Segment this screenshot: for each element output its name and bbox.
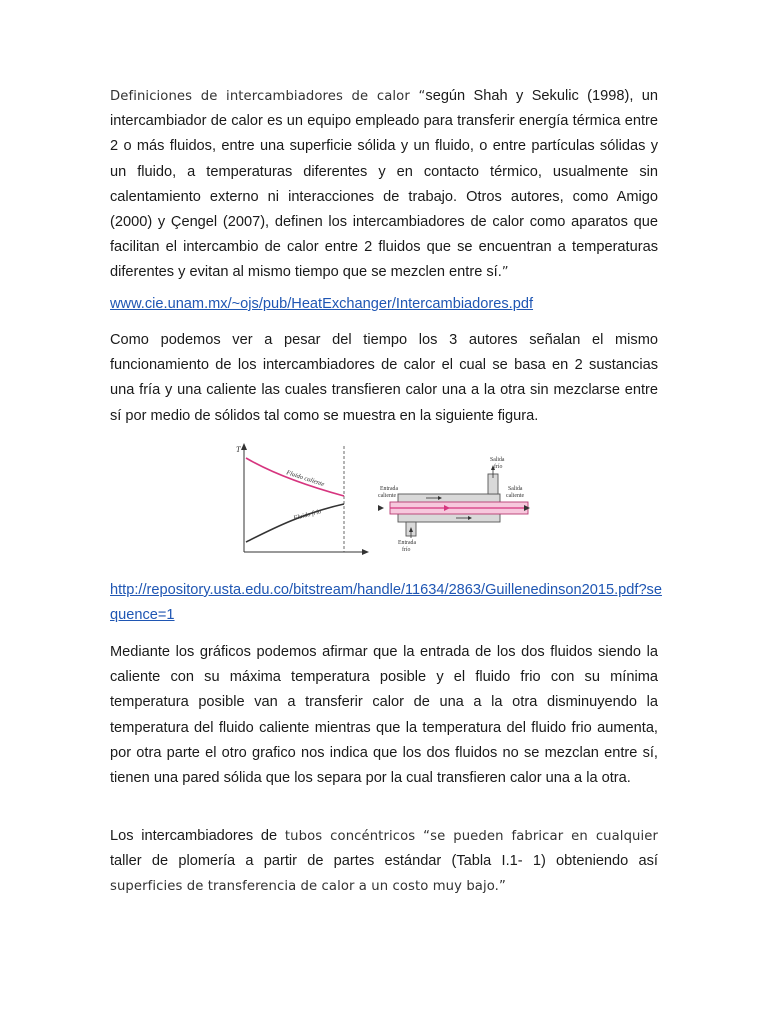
paragraph-quote-start: tubos concéntricos “se pueden fabricar en cualquier xyxy=(284,829,658,844)
salida-caliente-label-1: Salida xyxy=(508,486,523,492)
heat-exchanger-figure xyxy=(230,438,540,570)
salida-caliente-label-2: caliente xyxy=(506,493,525,499)
salida-frio-label-1: Salida xyxy=(490,457,505,463)
axis-t-label: T xyxy=(236,445,241,454)
concentric-tube-diagram xyxy=(378,457,530,553)
entrada-frio-label-1: Entrada xyxy=(398,540,417,546)
paragraph-lead-text: Los intercambiadores de xyxy=(110,828,285,844)
cold-fluid-label: Fluido frío xyxy=(292,508,323,522)
paragraph-body-text: según Shah y Sekulic (1998), un intercambiador de calor es un equipo empleado para transferir energía térmica entre 2 o más fluidos, entre una superficie sólida y un fluido, o entre partículas sólidas y un fluido, a temperaturas diferentes y en contacto térmico, usualmente sin calentamiento externo ni interacciones de trabajo. Otros autores, como Amigo (2000) y Çengel (2007), definen los intercambiadores de calor como aparatos que facilitan el intercambio de calor entre 2 fluidos que se encuentran a temperaturas diferentes y evitan al mismo tiempo que se mezclen entre sí. xyxy=(110,88,658,281)
paragraph-lead-text: Definiciones de intercambiadores de calor “ xyxy=(110,89,426,104)
entrada-caliente-label-1: Entrada xyxy=(380,486,399,492)
closing-quote: ” xyxy=(501,265,509,281)
temperature-profile-chart xyxy=(236,443,369,555)
hot-fluid-label: Fluido caliente xyxy=(285,469,326,489)
hot-entry-arrow xyxy=(378,505,384,511)
paragraph-definitions xyxy=(110,84,658,286)
paragraph-body-text: taller de plomería a partir de partes estándar (Tabla I.1- 1) obteniendo así xyxy=(110,853,658,870)
paragraph-authors: Como podemos ver a pesar del tiempo los 3 autores señalan el mismo funcionamiento de los intercambiadores de calor el cual se basa en 2 sustancias una fría y una caliente las cuales transfieren calor una a la otra sin mezclarse entre sí por medio de sólidos tal como se muestra en la siguiente figura. xyxy=(110,332,658,424)
y-axis-arrow xyxy=(241,443,247,450)
paragraph-graph-analysis: Mediante los gráficos podemos afirmar que la entrada de los dos fluidos siendo la caliente con su máxima temperatura posible y el fluido frio con su mínima temperatura posible van a transferir calor de una a la otra disminuyendo la temperatura del fluido caliente mientras que la temperatura del fluido frio aumenta, por otra parte el otro grafico nos indica que los dos fluidos no se mezclan entre sí, tienen una pared sólida que los separa por la cual transfieren calor una a la otra. xyxy=(110,644,658,787)
link-cie-unam[interactable]: www.cie.unam.mx/~ojs/pub/HeatExchanger/Intercambiadores.pdf xyxy=(110,296,534,312)
paragraph-quote-end: superficies de transferencia de calor a un costo muy bajo.” xyxy=(110,879,506,895)
x-axis-arrow xyxy=(362,549,369,555)
paragraph-concentric-tubes xyxy=(110,824,658,900)
cold-fluid-curve xyxy=(246,504,344,542)
entrada-caliente-label-2: caliente xyxy=(378,493,397,499)
salida-frio-label-2: frío xyxy=(494,464,503,470)
entrada-frio-label-2: frío xyxy=(402,547,411,553)
figure-svg xyxy=(230,438,540,570)
link-usta-repository[interactable]: http://repository.usta.edu.co/bitstream/handle/11634/2863/Guillenedinson2015.pdf?sequence=1 xyxy=(110,582,662,624)
